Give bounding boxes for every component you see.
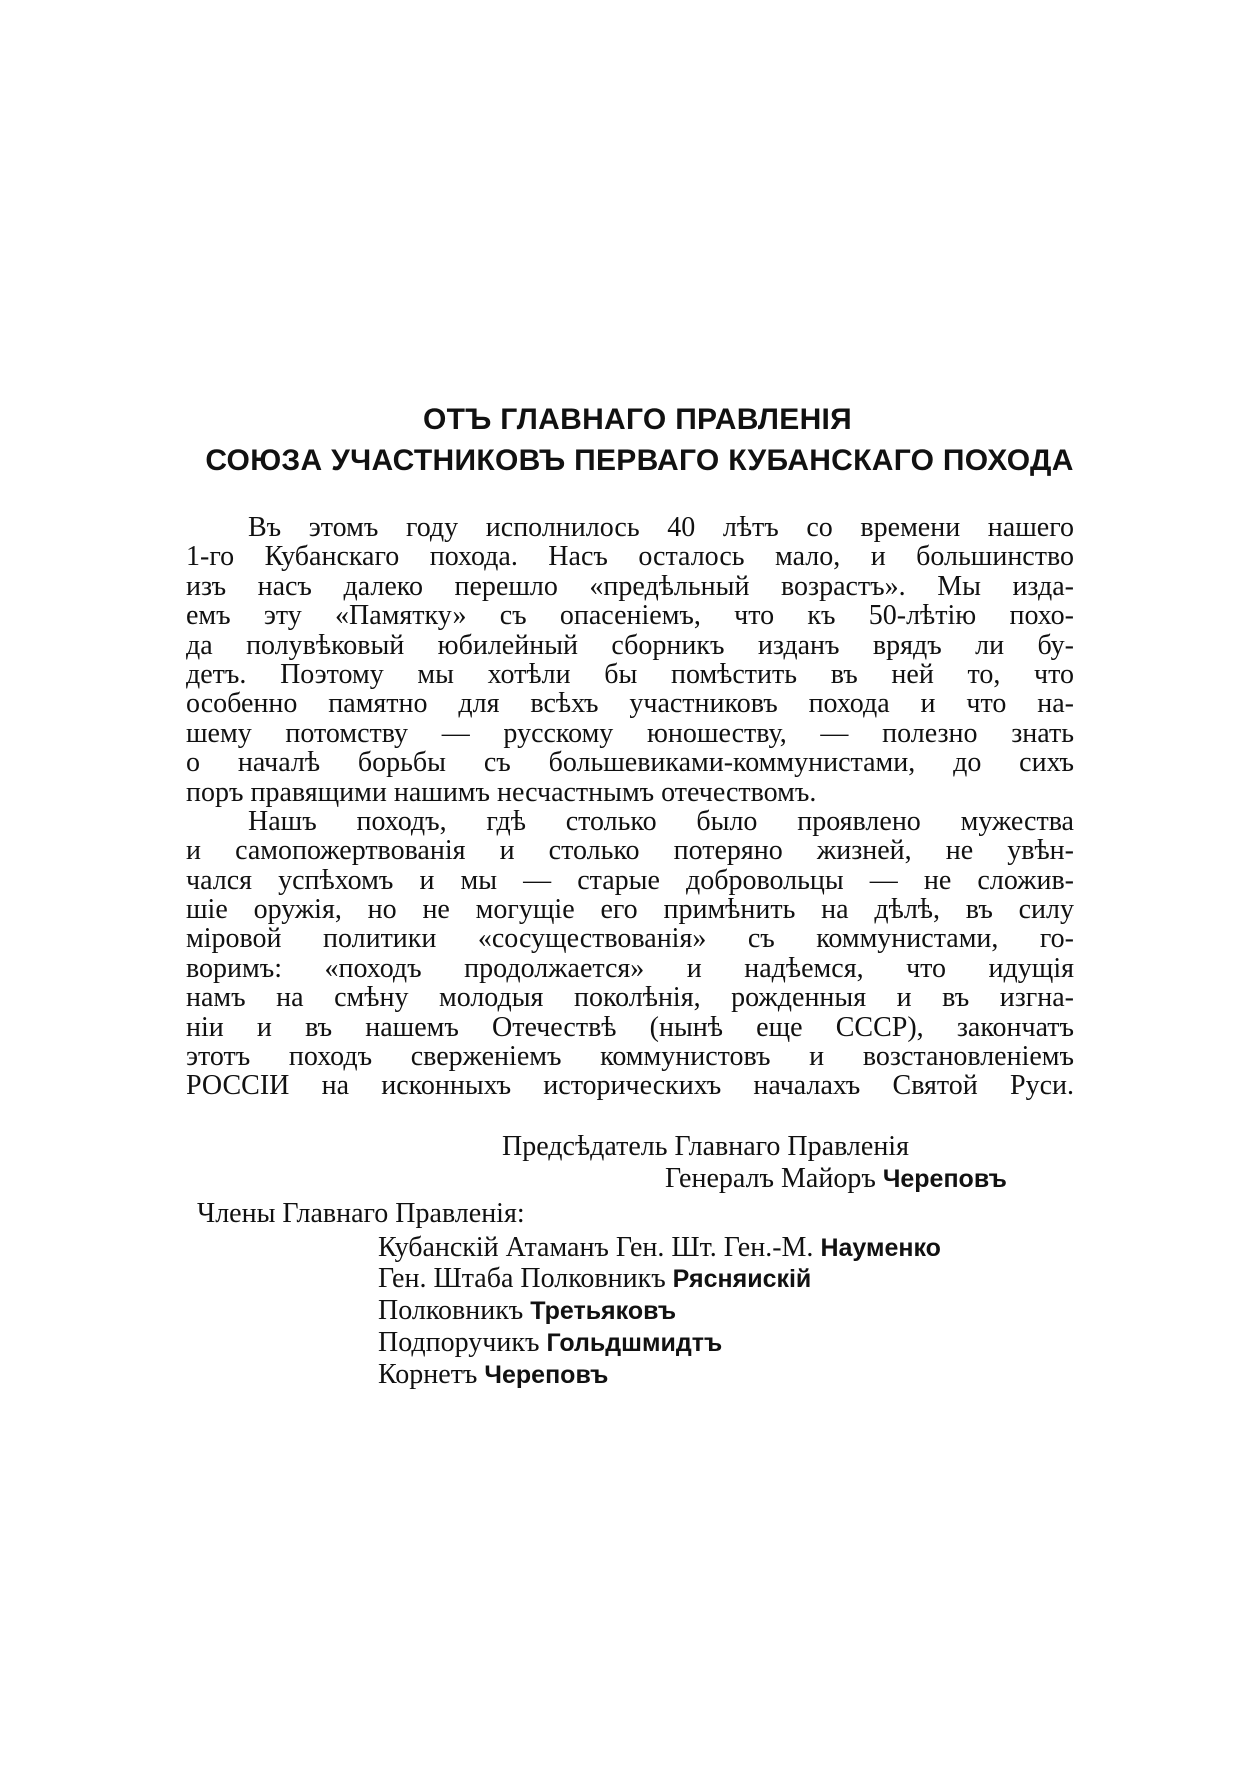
member-rank: Корнетъ <box>378 1359 478 1390</box>
body-line: чался успѣхомъ и мы — старые добровольцы — не сложив- <box>186 864 1074 896</box>
body-text <box>186 513 1074 1101</box>
body-line: 1-го Кубанскаго похода. Насъ осталось мало, и большинство <box>186 541 1074 573</box>
member-rank: Ген. Штаба Полковникъ <box>378 1263 666 1294</box>
body-line: о началѣ борьбы съ большевиками-коммунистами, до сихъ <box>186 747 1074 779</box>
body-line: шіе оружія, но не могущіе его примѣнить на дѣлѣ, въ силу <box>186 894 1074 926</box>
chairman-title: Предсѣдатель Главнаго Правленія <box>502 1131 909 1162</box>
title-line-2: СОЮЗА УЧАСТНИКОВЪ ПЕРВАГО КУБАНСКАГО ПОХОДА <box>205 444 1074 477</box>
body-line: и самопожертвованія и столько потеряно жизней, не увѣн- <box>186 835 1074 867</box>
member-rank: Полковникъ <box>378 1295 524 1326</box>
body-line: Нашъ походъ, гдѣ столько было проявлено мужества <box>248 805 1074 837</box>
body-line: РОССІИ на исконныхъ историческихъ началахъ Святой Руси. <box>186 1070 1074 1102</box>
chairman-signature <box>665 1164 1007 1194</box>
chairman-name: Череповъ <box>882 1165 1007 1193</box>
members-label: Члены Главнаго Правленія: <box>197 1198 525 1229</box>
body-line: намъ на смѣну молодыя поколѣнія, рожденныя и въ изгна- <box>186 982 1074 1014</box>
body-line: поръ правящими нашимъ несчастнымъ отечествомъ. <box>186 776 817 808</box>
body-line: детъ. Поэтому мы хотѣли бы помѣстить въ ней то, что <box>186 658 1074 690</box>
member-name: Третьяковъ <box>530 1297 677 1325</box>
body-line: емъ эту «Памятку» съ опасеніемъ, что къ 50-лѣтію похо- <box>186 600 1074 632</box>
title-line-1: ОТЪ ГЛАВНАГО ПРАВЛЕНІЯ <box>422 403 853 436</box>
body-line: изъ насъ далеко перешло «предѣльный возрастъ». Мы изда- <box>186 570 1074 602</box>
member-rank: Кубанскій Атаманъ Ген. Шт. Ген.-М. <box>378 1232 814 1263</box>
member-name: Гольдшмидтъ <box>546 1329 723 1357</box>
member-name: Рясняискій <box>672 1265 812 1293</box>
body-line: міровой политики «сосуществованія» съ коммунистами, го- <box>186 923 1074 955</box>
body-line: Въ этомъ году исполнилось 40 лѣтъ со времени нашего <box>248 512 1074 543</box>
member-name: Череповъ <box>484 1361 609 1389</box>
chairman-rank: Генералъ Майоръ <box>665 1163 876 1194</box>
member-name: Науменко <box>820 1234 941 1262</box>
body-line: воримъ: «походъ продолжается» и надѣемся, что идущія <box>186 952 1074 984</box>
body-line: шему потомству — русскому юношеству, — полезно знать <box>186 717 1074 749</box>
body-line: этотъ походъ сверженіемъ коммунистовъ и возстановленіемъ <box>186 1041 1074 1073</box>
body-line: да полувѣковый юбилейный сборникъ изданъ врядъ ли бу- <box>186 629 1074 661</box>
member-row <box>378 1233 941 1263</box>
member-row <box>378 1296 676 1326</box>
body-line: ніи и въ нашемъ Отечествѣ (нынѣ еще СССР), закончатъ <box>186 1011 1074 1043</box>
body-line: особенно памятно для всѣхъ участниковъ похода и что на- <box>186 688 1074 720</box>
member-row <box>378 1328 722 1358</box>
member-rank: Подпоручикъ <box>378 1327 540 1358</box>
member-row <box>378 1264 811 1294</box>
member-row <box>378 1360 608 1390</box>
